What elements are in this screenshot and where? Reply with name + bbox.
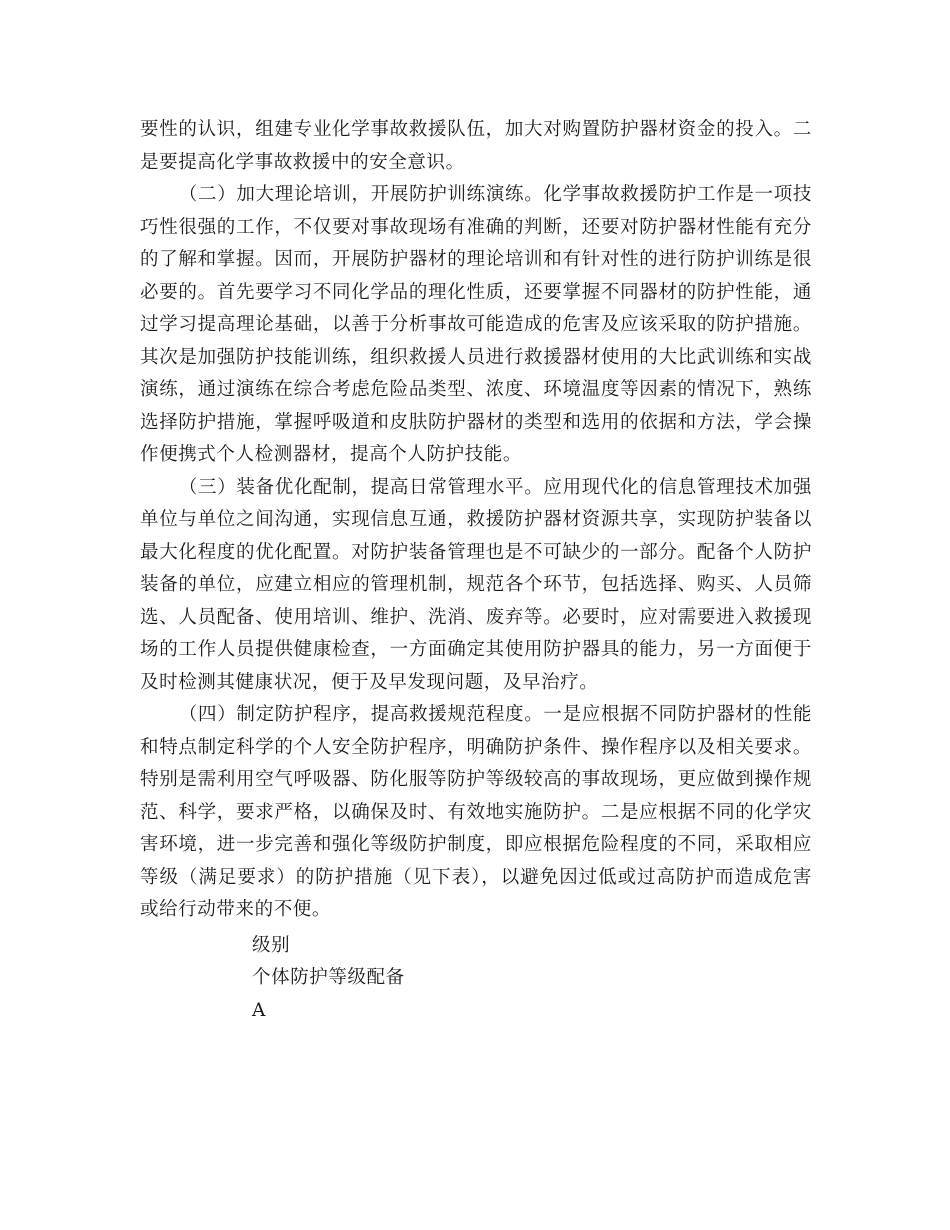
document-body xyxy=(140,114,812,1027)
table-row-level: A xyxy=(252,999,266,1021)
protection-level-table xyxy=(140,930,812,1028)
paragraph-intro: 要性的认识，组建专业化学事故救援队伍，加大对购置防护器材资金的投入。二是要提高化学事故救援中的安全意识。 xyxy=(140,119,812,173)
paragraph-section-2: （二）加大理论培训，开展防护训练演练。化学事故救援防护工作是一项技巧性很强的工作，不仅要对事故现场有准确的判断，还要对防护器材性能有充分的了解和掌握。因而，开展防护器材的理论培训和有针对性的进行防护训练是很必要的。首先要学习不同化学品的理化性质，还要掌握不同器材的防护性能，通过学习提高理论基础，以善于分析事故可能造成的危害及应该采取的防护措施。其次是加强防护技能训练，组织救援人员进行救援器材使用的大比武训练和实战演练，通过演练在综合考虑危险品类型、浓度、环境温度等因素的情况下，熟练选择防护措施，掌握呼吸道和皮肤防护器材的类型和选用的依据和方法，学会操作便携式个人检测器材，提高个人防护技能。 xyxy=(140,184,812,465)
paragraph-section-3: （三）装备优化配制，提高日常管理水平。应用现代化的信息管理技术加强单位与单位之间沟通，实现信息互通，救援防护器材资源共享，实现防护装备以最大化程度的优化配置。对防护装备管理也是不可缺少的一部分。配备个人防护装备的单位，应建立相应的管理机制，规范各个环节，包括选择、购买、人员筛选、人员配备、使用培训、维护、洗消、废弃等。必要时，应对需要进入救援现场的工作人员提供健康检查，一方面确定其使用防护器具的能力，另一方面便于及时检测其健康状况，便于及早发现问题，及早治疗。 xyxy=(140,476,812,693)
paragraph-section-4: （四）制定防护程序，提高救援规范程度。一是应根据不同防护器材的性能和特点制定科学的个人安全防护程序，明确防护条件、操作程序以及相关要求。特别是需利用空气呼吸器、防化服等防护等级较高的事故现场，更应做到操作规范、科学，要求严格，以确保及时、有效地实施防护。二是应根据不同的化学灾害环境，进一步完善和强化等级防护制度，即应根据危险程度的不同，采取相应等级（满足要求）的防护措施（见下表），以避免因过低或过高防护而造成危害或给行动带来的不便。 xyxy=(140,704,812,920)
table-header-equipment: 个体防护等级配备 xyxy=(252,967,405,988)
table-header-level: 级别 xyxy=(252,934,291,956)
